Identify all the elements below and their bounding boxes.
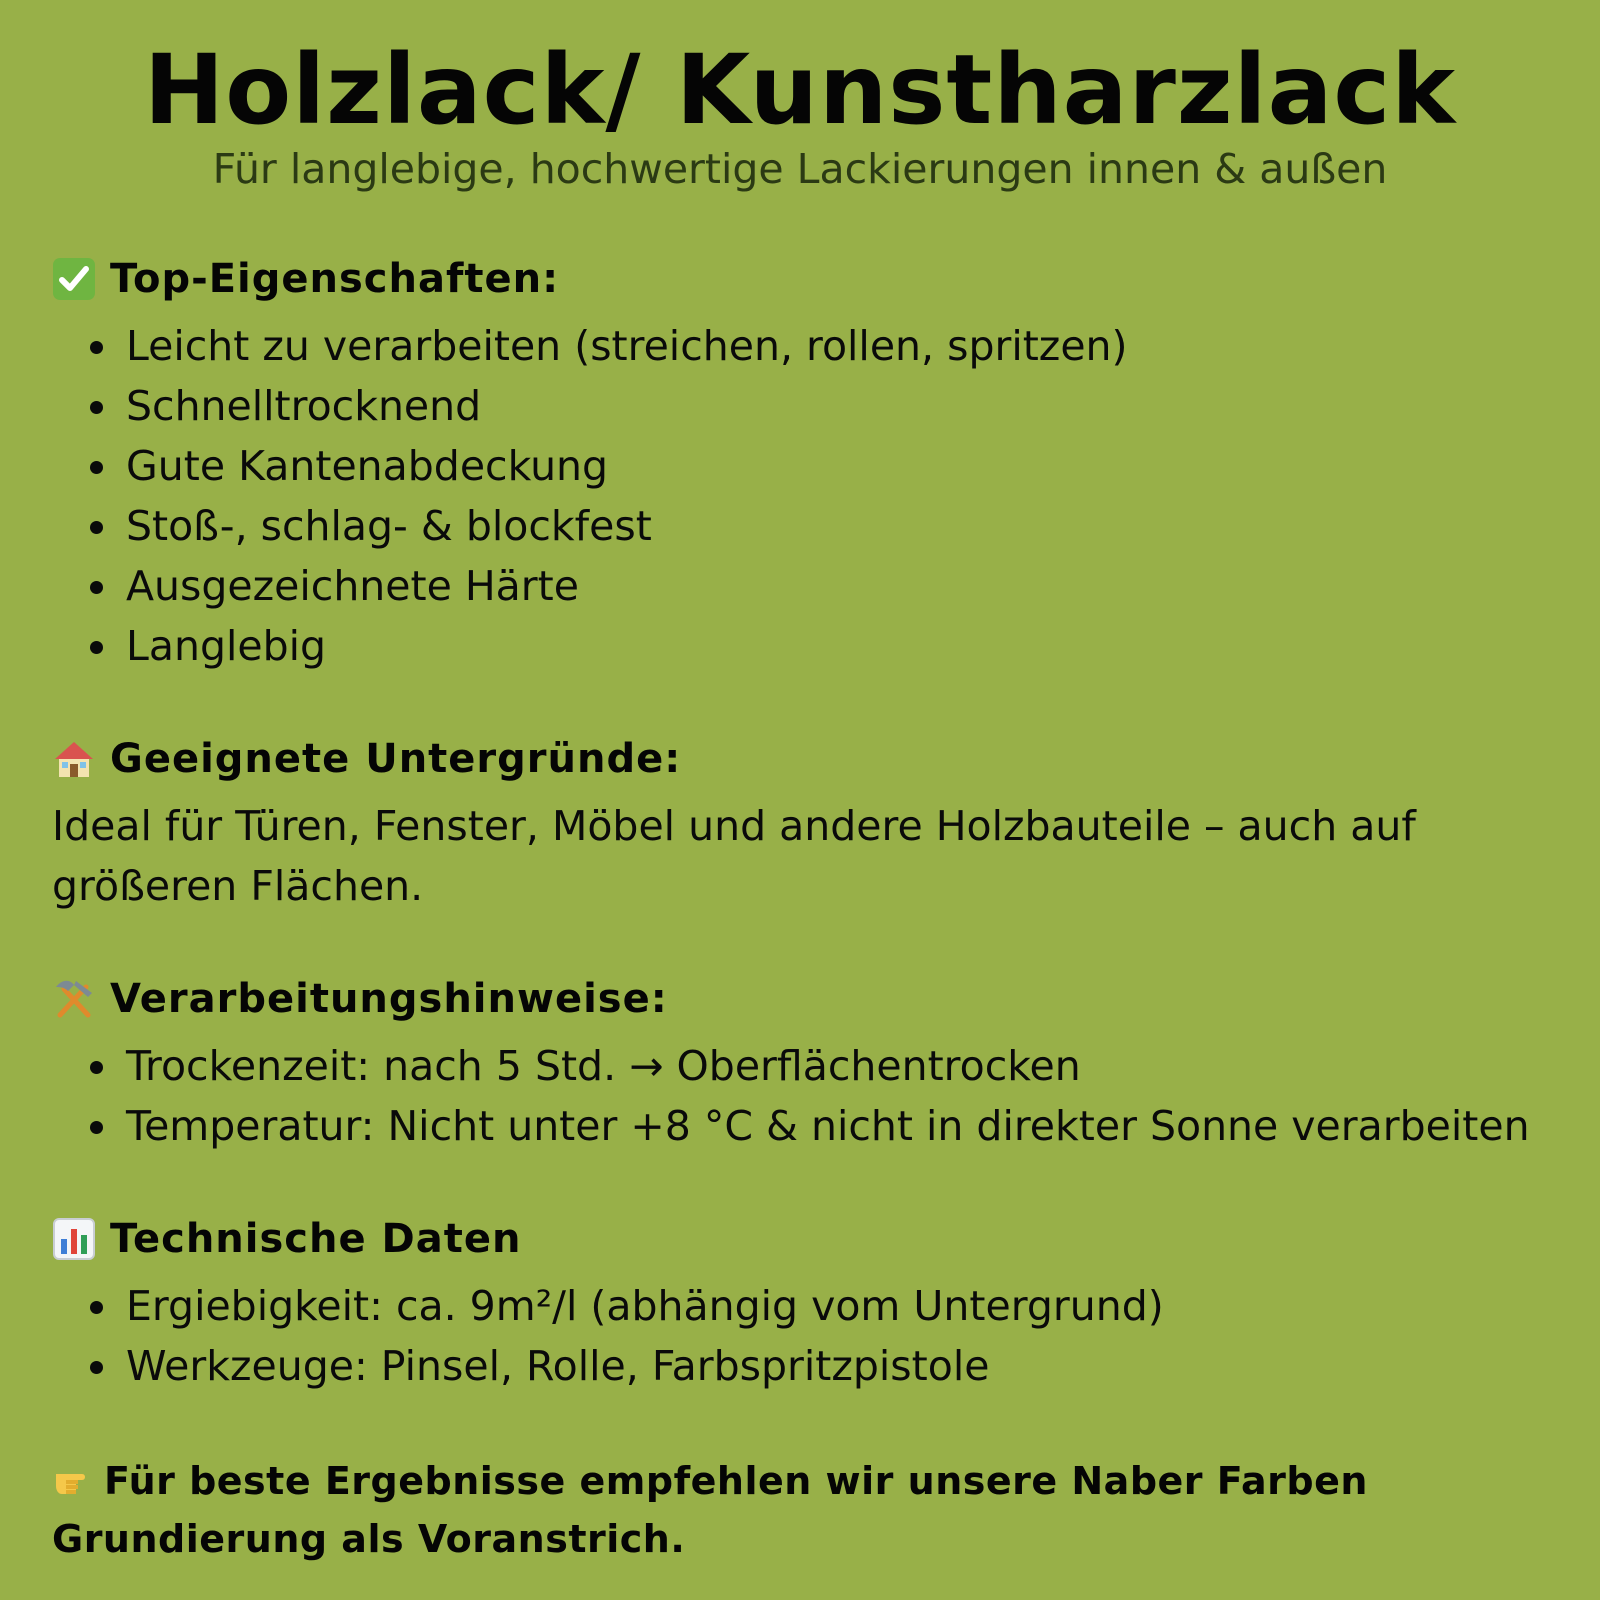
list-item: Trockenzeit: nach 5 Std. → Oberflächentrocken bbox=[0, 1036, 1530, 1096]
bullet-icon bbox=[90, 1061, 103, 1074]
bullet-icon bbox=[90, 341, 103, 354]
section-heading-label: Geeignete Untergründe: bbox=[110, 736, 682, 782]
check-mark-icon bbox=[52, 257, 96, 301]
bullet-icon bbox=[90, 521, 103, 534]
footer-text: Für beste Ergebnisse empfehlen wir unsere Naber Farben Grundierung als Voranstrich. bbox=[52, 1459, 1368, 1561]
list-item: Gute Kantenabdeckung bbox=[0, 436, 1128, 496]
bar-chart-icon bbox=[52, 1217, 96, 1261]
section-heading-label: Verarbeitungshinweise: bbox=[110, 976, 668, 1022]
list-item: Ergiebigkeit: ca. 9m²/l (abhängig vom Untergrund) bbox=[0, 1276, 1164, 1336]
bullet-icon bbox=[90, 401, 103, 414]
page-subtitle: Für langlebige, hochwertige Lackierungen innen & außen bbox=[212, 145, 1388, 193]
verarbeitung-list bbox=[0, 1036, 1530, 1156]
list-item: Temperatur: Nicht unter +8 °C & nicht in direkter Sonne verarbeiten bbox=[0, 1096, 1530, 1156]
technik-list bbox=[0, 1276, 1164, 1396]
section-heading-untergruende bbox=[52, 736, 681, 782]
section-heading-verarbeitung bbox=[52, 976, 668, 1022]
list-item: Ausgezeichnete Härte bbox=[0, 556, 1128, 616]
untergruende-text: Ideal für Türen, Fenster, Möbel und andere Holzbauteile – auch auf größeren Flächen. bbox=[52, 802, 1416, 910]
list-item: Stoß-, schlag- & blockfest bbox=[0, 496, 1128, 556]
section-heading-technik bbox=[52, 1216, 521, 1262]
bullet-icon bbox=[90, 641, 103, 654]
list-item: Schnelltrocknend bbox=[0, 376, 1128, 436]
list-item: Langlebig bbox=[0, 616, 1128, 676]
list-item: Werkzeuge: Pinsel, Rolle, Farbspritzpistole bbox=[0, 1336, 1164, 1396]
bullet-icon bbox=[90, 1361, 103, 1374]
section-heading-label: Top-Eigenschaften: bbox=[110, 256, 560, 302]
house-icon bbox=[52, 737, 96, 781]
section-heading-eigenschaften bbox=[52, 256, 559, 302]
bullet-icon bbox=[90, 461, 103, 474]
pointing-hand-icon bbox=[52, 1458, 96, 1502]
section-heading-label: Technische Daten bbox=[110, 1216, 522, 1262]
footer-recommendation bbox=[52, 1452, 1562, 1568]
list-item: Leicht zu verarbeiten (streichen, rollen, spritzen) bbox=[0, 316, 1128, 376]
bullet-icon bbox=[90, 581, 103, 594]
bullet-icon bbox=[90, 1121, 103, 1134]
bullet-icon bbox=[90, 1301, 103, 1314]
eigenschaften-list bbox=[0, 316, 1128, 676]
page-title: Holzlack/ Kunstharzlack bbox=[143, 34, 1457, 146]
hammer-and-pick-icon bbox=[52, 977, 96, 1021]
